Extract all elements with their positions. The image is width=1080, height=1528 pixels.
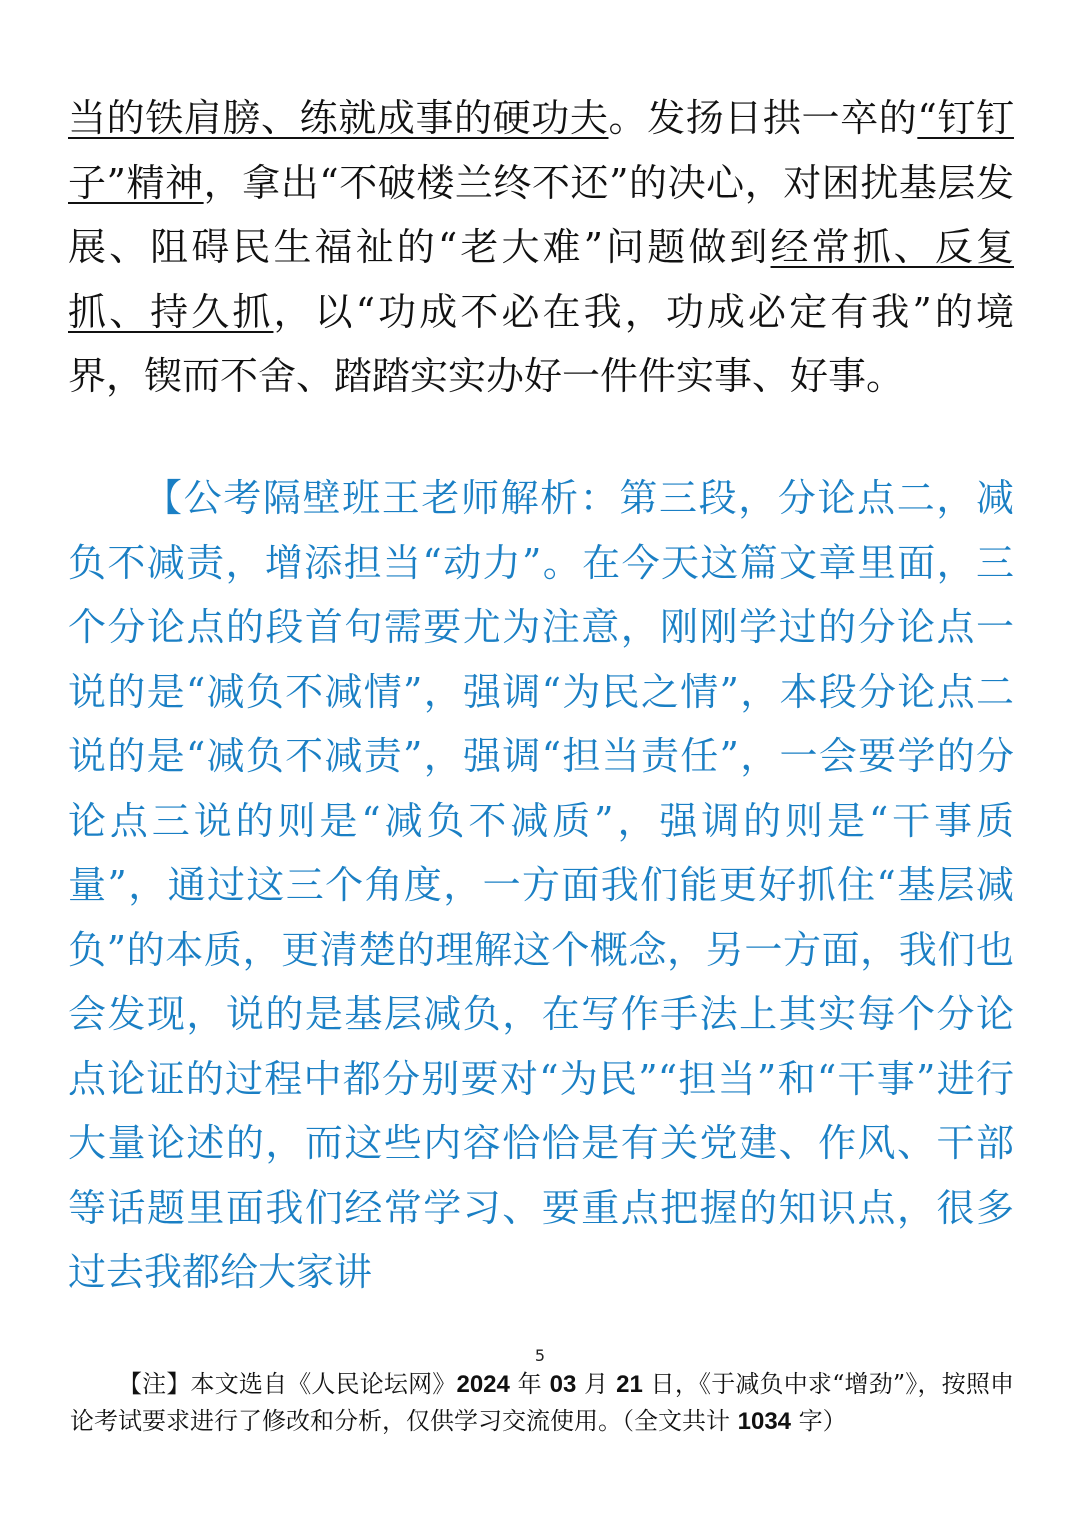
page-number: 5 bbox=[534, 1346, 546, 1365]
footnote-text: 年 bbox=[509, 1370, 550, 1398]
footnote-day: 21 bbox=[616, 1371, 643, 1398]
body-text: 。发扬日拱一卒的 bbox=[608, 96, 918, 140]
footnote-year: 2024 bbox=[456, 1371, 510, 1398]
footnote-text: 字） bbox=[791, 1407, 847, 1435]
analysis-paragraph: 【公考隔壁班王老师解析：第三段，分论点二，减负不减责，增添担当“动力”。在今天这篇文章里面，三个分论点的段首句需要尤为注意，刚刚学过的分论点一说的是“减负不减情”，强调“为民之情”，本段分论点二说的是“减负不减责”，强调“担当责任”，一会要学的分论点三说的则是“减负不减质”，强调的则是“干事质量”，通过这三个角度，一方面我们能更好抓住“基层减负”的本质，更清楚的理解这个概念，另一方面，我们也会发现，说的是基层减负，在写作手法上其实每个分论点论证的过程中都分别要对“为民”“担当”和“干事”进行大量论述的，而这些内容恰恰是有关党建、作风、干部等话题里面我们经常学习、要重点把握的知识点，很多过去我都给大家讲 bbox=[68, 476, 1014, 1294]
footnote-word-count: 1034 bbox=[737, 1408, 792, 1435]
footnote-text: 月 bbox=[576, 1370, 617, 1398]
underlined-phrase: “钉钉子”精神 bbox=[68, 96, 1014, 205]
footnote-text: 日，《于减负中求“增劲”》，按照申论考试要求进行了修改和分析，仅供学习交流使用。（全文共计 bbox=[70, 1370, 1015, 1435]
footnote-text: 【注】本文选自《人民论坛网》 bbox=[118, 1370, 457, 1398]
body-text: ，以“功成不必在我，功成必定有我”的境界，锲而不舍、踏踏实实办好一件件实事、好事。 bbox=[68, 289, 1014, 398]
footnote bbox=[70, 1366, 1014, 1440]
underlined-phrase: 经常抓、反复抓、持久抓 bbox=[68, 225, 1014, 334]
body-text: ，拿出“不破楼兰终不还”的决心，对困扰基层发展、阻碍民生福祉的“老大难”问题做到 bbox=[68, 160, 1014, 269]
underlined-phrase: 当的铁肩膀、练就成事的硬功夫 bbox=[68, 96, 609, 140]
footnote-month: 03 bbox=[549, 1371, 577, 1398]
body-paragraph bbox=[68, 86, 1014, 409]
